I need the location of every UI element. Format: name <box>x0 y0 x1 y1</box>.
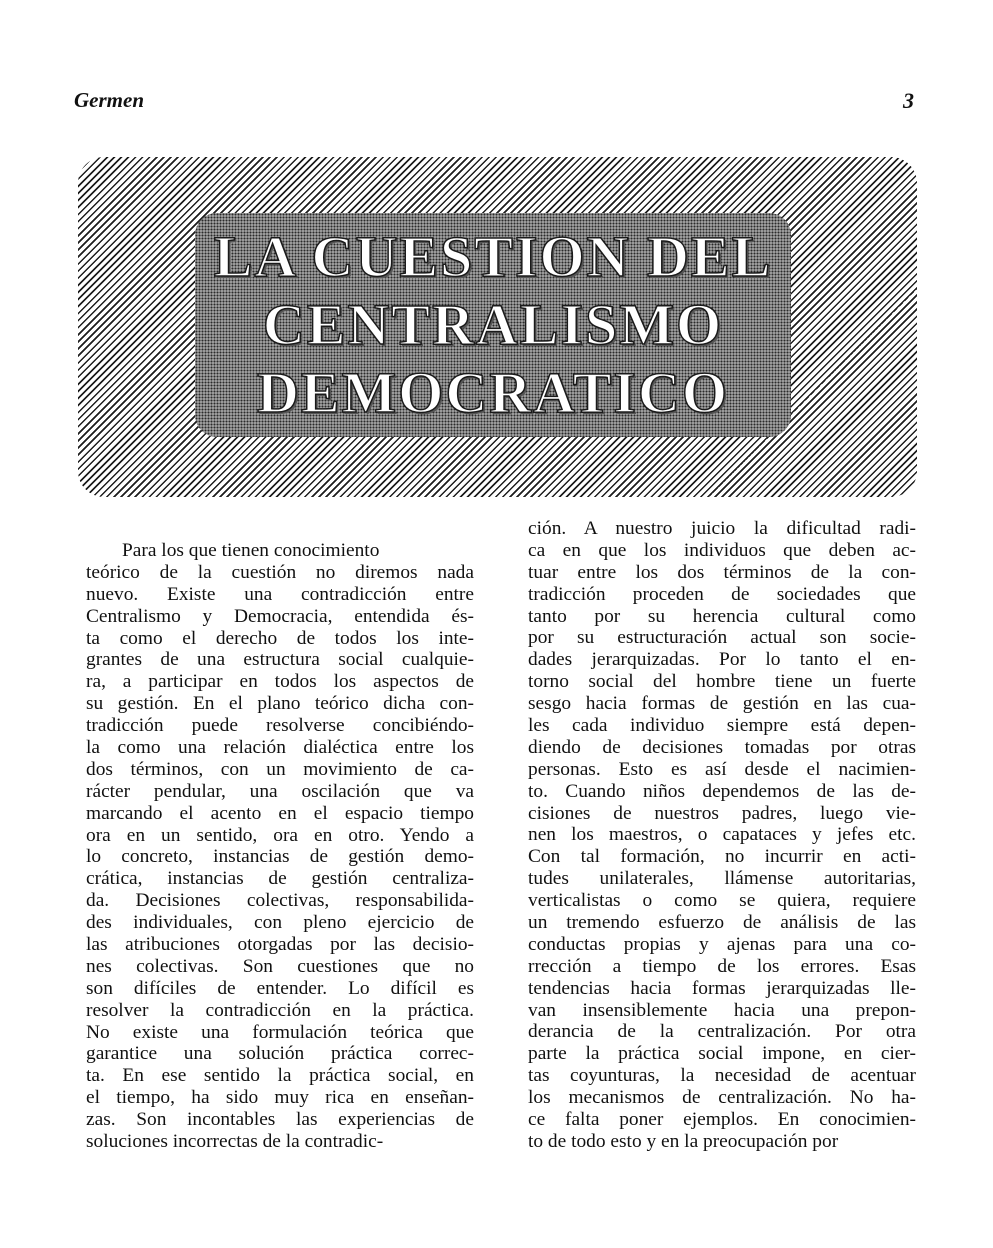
text-line: sesgo hacia formas de gestión en las cua- <box>528 693 916 715</box>
text-line: to. Cuando niños dependemos de las de- <box>528 780 916 802</box>
text-line: tendencias hacia formas jerarquizadas lle- <box>528 977 916 999</box>
text-line: el tiempo, ha sido muy rica en enseñan- <box>86 1087 474 1109</box>
text-line: diendo de decisiones tomadas por otras <box>528 736 916 758</box>
text-line: cisiones de nuestros padres, luego vie- <box>528 802 916 824</box>
text-line: garantice una solución práctica correc- <box>86 1043 474 1065</box>
text-line: les cada individuo siempre está depen- <box>528 715 916 737</box>
text-line: marcando el acento en el espacio tiempo <box>86 802 474 824</box>
text-line: dos términos, con un movimiento de ca- <box>86 758 474 780</box>
text-line: tas coyunturas, la necesidad de acentuar <box>528 1065 916 1087</box>
text-line: nes colectivas. Son cuestiones que no <box>86 955 474 977</box>
text-line: ta. En ese sentido la práctica social, en <box>86 1065 474 1087</box>
text-line: to de todo esto y en la preocupación por <box>528 1130 839 1152</box>
text-line: grantes de una estructura social cualquie- <box>86 649 474 671</box>
text-line: tanto por su herencia cultural como <box>528 605 916 627</box>
text-line: da. Decisiones colectivas, responsabilida- <box>86 890 474 912</box>
text-line: rácter pendular, una oscilación que va <box>86 780 474 802</box>
text-line: parte la práctica social impone, en cier- <box>528 1043 916 1065</box>
text-line: ca en que los individuos que deben ac- <box>528 539 916 561</box>
text-line: des individuales, con pleno ejercicio de <box>86 912 474 934</box>
text-line: ta como el derecho de todos los inte- <box>86 627 474 649</box>
text-line: teórico de la cuestión no diremos nada <box>86 561 474 583</box>
text-line: Con tal formación, no incurrir en acti- <box>528 846 916 868</box>
running-head: Germen <box>74 88 144 112</box>
article-left-column <box>86 540 474 1153</box>
title-panel <box>195 213 791 437</box>
text-line: son difíciles de entender. Lo difícil es <box>86 977 474 999</box>
article-right-column <box>528 518 916 1153</box>
title-line-2: CENTRALISMO <box>262 292 724 357</box>
text-line: tradicción puede resolverse concibiéndo- <box>86 715 474 737</box>
text-line: tradicción proceden de sociedades que <box>528 583 916 605</box>
text-line: zas. Son incontables las experiencias de <box>86 1109 474 1131</box>
text-line: su gestión. En el plano teórico dicha con- <box>86 693 474 715</box>
text-line: tudes unilaterales, llámense autoritarias, <box>528 868 916 890</box>
text-line: rrección a tiempo de los errores. Esas <box>528 955 916 977</box>
title-banner <box>78 157 917 497</box>
text-line: ción. A nuestro juicio la dificultad radi- <box>528 518 916 539</box>
text-line: van insensiblemente hacia una prepon- <box>528 999 916 1021</box>
text-line: conductas propias y ajenas para una co- <box>528 933 916 955</box>
title-line-3: DEMOCRATICO <box>256 360 730 425</box>
text-line: nuevo. Existe una contradicción entre <box>86 583 474 605</box>
text-line: un tremendo esfuerzo de análisis de las <box>528 912 916 934</box>
text-line: Centralismo y Democracia, entendida és- <box>86 605 474 627</box>
text-line: ce falta poner ejemplos. En conocimien- <box>528 1109 916 1131</box>
page-number: 3 <box>903 88 914 113</box>
text-line: torno social del hombre tiene un fuerte <box>528 671 916 693</box>
text-line: ra, a participar en todos los aspectos de <box>86 671 474 693</box>
text-line: No existe una formulación teórica que <box>86 1021 474 1043</box>
text-line: por su estructuración actual son socie- <box>528 627 916 649</box>
text-line: tuar entre los dos términos de la con- <box>528 561 916 583</box>
text-line: la como una relación dialéctica entre los <box>86 737 474 759</box>
text-line: personas. Esto es así desde el nacimien- <box>528 758 916 780</box>
text-line: nen los maestros, o capataces y jefes etc. <box>528 824 916 846</box>
text-line: verticalistas o como se quiera, requiere <box>528 890 916 912</box>
title-line-1: LA CUESTION DEL <box>213 224 773 289</box>
text-line: lo concreto, instancias de gestión demo- <box>86 846 474 868</box>
text-line: Para los que tienen conocimiento <box>122 540 380 561</box>
text-line: los mecanismos de centralización. No ha- <box>528 1087 916 1109</box>
text-line: crática, instancias de gestión centraliza- <box>86 868 474 890</box>
text-line: resolver la contradicción en la práctica. <box>86 999 474 1021</box>
text-line: las atribuciones otorgadas por las decisio- <box>86 934 474 956</box>
text-line: ora en un sentido, ora en otro. Yendo a <box>86 824 474 846</box>
text-line: dades jerarquizadas. Por lo tanto el en- <box>528 649 916 671</box>
text-line: derancia de la centralización. Por otra <box>528 1021 916 1043</box>
text-line: soluciones incorrectas de la contradic- <box>86 1131 384 1153</box>
